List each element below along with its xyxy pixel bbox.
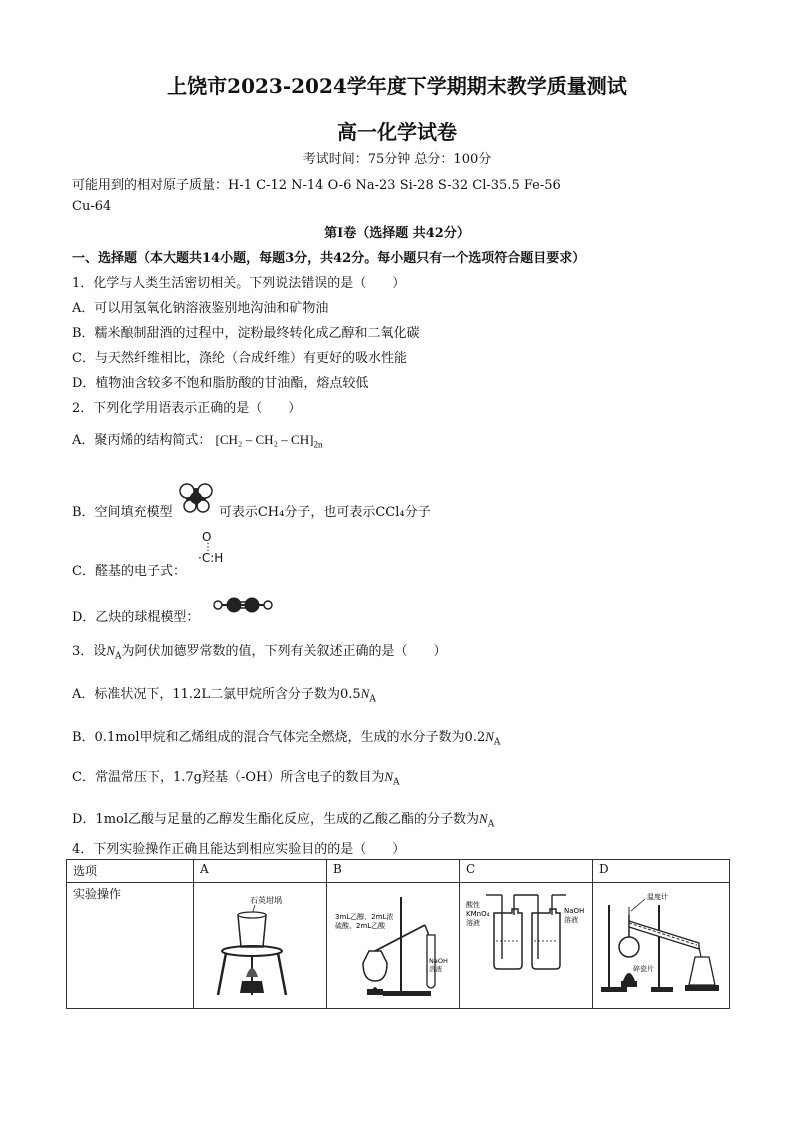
q3-stem-pre: 3．设 (72, 644, 107, 659)
q3-option-d (72, 808, 494, 830)
apparatus-b (327, 883, 460, 1009)
q2-d-label: D．乙炔的球棍模型： (72, 610, 200, 625)
aldehyde-oxygen: O (202, 530, 212, 544)
q3-a-na-sub: A (369, 694, 376, 705)
ester-preparation-icon (333, 885, 453, 1003)
q1-option-c: C．与天然纤维相比，涤纶（合成纤维）有更好的吸水性能 (72, 351, 407, 366)
q2-a-label: A．聚丙烯的结构简式： (72, 433, 212, 448)
q2-a-sub: 2n (313, 439, 323, 450)
part-title: 第Ⅰ卷（选择题 共42分） (324, 226, 470, 241)
crucible-heating-icon (200, 885, 320, 1003)
q3-na-sub: A (114, 651, 122, 662)
q3-c-text: C．常温常压下，1.7g羟基（-OH）所含电子的数目为 (72, 770, 385, 785)
section-instructions: 一、选择题（本大题共14小题，每题3分，共42分。每小题只有一个选项符合题目要求） (72, 251, 586, 266)
q3-d-na: N (479, 811, 488, 826)
gas-washing-bottles-icon (466, 885, 586, 1003)
q1-stem: 1．化学与人类生活密切相关。下列说法错误的是（ ） (72, 276, 406, 291)
q4-stem: 4．下列实验操作正确且能达到相应实验目的的是（ ） (72, 842, 406, 857)
q3-stem-post: 为阿伏加德罗常数的值，下列有关叙述正确的是（ ） (121, 644, 447, 659)
q3-stem (72, 640, 446, 662)
q3-na-symbol: N (106, 643, 115, 658)
table-row (67, 883, 730, 1009)
acetylene-ball-stick-icon (212, 594, 274, 616)
aldehyde-electron-formula (198, 531, 223, 565)
apparatus-d (593, 883, 730, 1009)
c-caption-2: KMnO₄ (466, 910, 490, 918)
atomic-masses-cont: Cu-64 (72, 199, 112, 214)
q2-a-formula: [CH₂ – CH₂ – CH] (215, 432, 314, 447)
q3-option-c (72, 766, 400, 788)
q2-c-label: C．醛基的电子式： (72, 564, 186, 579)
c-caption-1: 酸性 (466, 901, 480, 909)
q2-option-d (72, 606, 199, 625)
table-header-row (67, 860, 730, 883)
d-caption-1: 温度计 (647, 893, 668, 901)
distillation-icon (599, 885, 723, 1003)
c-caption-5: 溶液 (564, 916, 578, 924)
q3-d-text: D．1mol乙酸与足量的乙醇发生酯化反应，生成的乙酸乙酯的分子数为 (72, 812, 480, 827)
row-label: 实验操作 (67, 883, 194, 1009)
q3-b-na-sub: A (493, 737, 501, 748)
space-filling-model-icon (179, 480, 213, 514)
q3-b-na: N (485, 729, 494, 744)
q4-options-table (66, 859, 730, 1009)
crucible-caption: 石英坩埚 (250, 896, 282, 905)
q2-option-a (72, 429, 322, 450)
q1-option-a: A．可以用氢氧化钠溶液鉴别地沟油和矿物油 (72, 301, 329, 316)
q3-c-na: N (384, 769, 394, 784)
q1-option-b: B．糯米酿制甜酒的过程中，淀粉最终转化成乙醇和二氧化碳 (72, 326, 420, 341)
q2-b-label: B．空间填充模型 (72, 505, 173, 520)
q2-b-text: 可表示CH₄分子，也可表示CCl₄分子 (218, 505, 431, 520)
table-header-cell: C (460, 860, 593, 883)
q1-option-d: D．植物油含较多不饱和脂肪酸的甘油酯，熔点较低 (72, 376, 369, 391)
q3-a-text: A．标准状况下，11.2L二氯甲烷所含分子数为0.5 (72, 687, 361, 702)
q3-option-a (72, 683, 376, 705)
q2-option-b (72, 494, 431, 528)
table-header-cell: B (327, 860, 460, 883)
aldehyde-ch: ·C:H (198, 551, 224, 565)
exam-title: 上饶市2023-2024学年度下学期期末教学质量测试 (167, 74, 627, 98)
q2-option-c (72, 560, 186, 579)
q3-c-na-sub: A (393, 777, 400, 788)
table-header-cell: 选项 (67, 860, 194, 883)
table-header-cell: A (194, 860, 327, 883)
q3-b-text: B．0.1mol甲烷和乙烯组成的混合气体完全燃烧，生成的水分子数为0.2 (72, 730, 486, 745)
aldehyde-dots: ⋮ (203, 542, 213, 553)
apparatus-c (460, 883, 593, 1009)
c-caption-3: 溶液 (466, 919, 480, 927)
exam-subtitle: 高一化学试卷 (337, 120, 457, 144)
b-caption-2: 硫酸、2mL乙酸 (335, 922, 386, 930)
d-caption-2: 碎瓷片 (633, 965, 654, 973)
q3-d-na-sub: A (487, 819, 495, 830)
b-caption-4: 溶液 (429, 965, 442, 973)
c-caption-4: NaOH (564, 907, 585, 915)
q3-a-na: N (360, 686, 370, 701)
apparatus-a (194, 883, 327, 1009)
b-caption-1: 3mL乙醇、2mL浓 (335, 913, 394, 921)
exam-info: 考试时间：75分钟 总分：100分 (302, 152, 492, 167)
q3-option-b (72, 726, 500, 748)
atomic-masses: 可能用到的相对原子质量：H-1 C-12 N-14 O-6 Na-23 Si-28 S-32 Cl-35.5 Fe-56 (72, 178, 561, 193)
b-caption-3: NaOH (429, 957, 448, 965)
q2-stem: 2．下列化学用语表示正确的是（ ） (72, 401, 302, 416)
table-header-cell: D (593, 860, 730, 883)
